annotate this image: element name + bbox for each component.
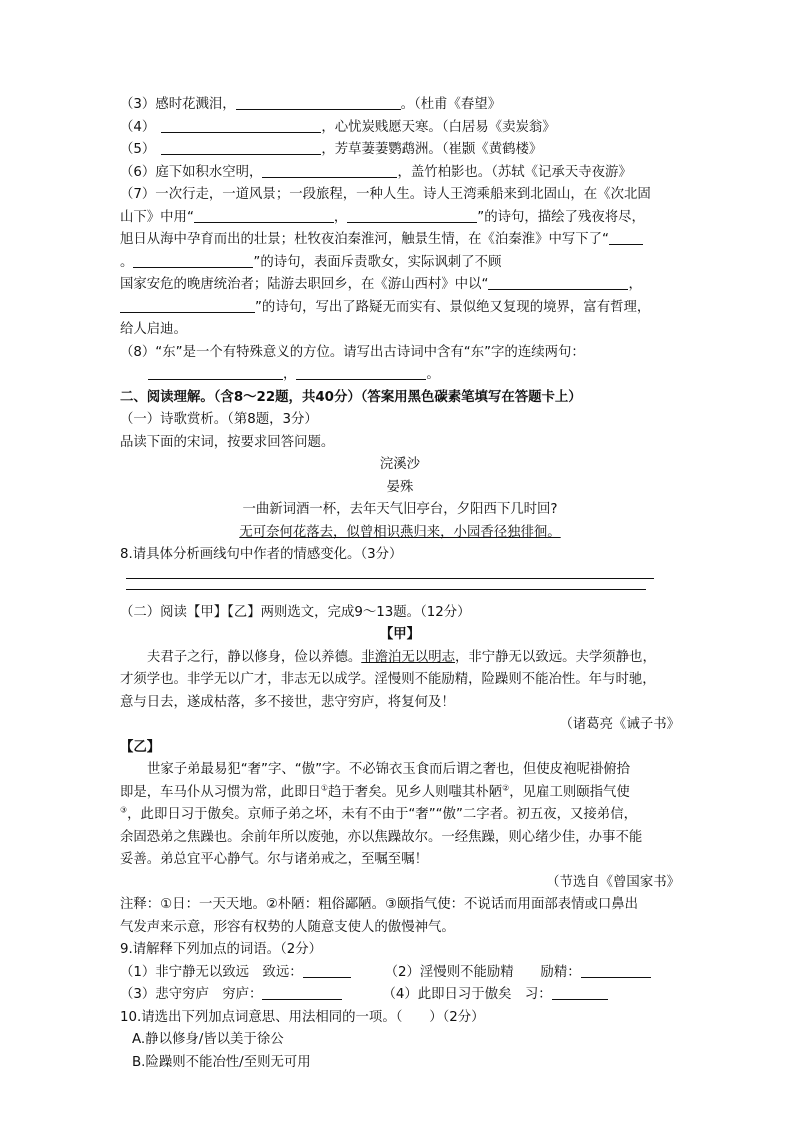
q5-blank[interactable] — [161, 140, 321, 155]
yi-para-line3 — [120, 804, 680, 827]
q5-number: （5） — [120, 142, 156, 157]
q8-answer-area[interactable] — [120, 567, 680, 590]
q4-blank[interactable] — [161, 118, 321, 133]
q7-comma: ， — [628, 277, 642, 292]
q7-blank-2[interactable] — [347, 208, 477, 223]
section-heading: 二、阅读理解。（含8～22题，共40分）（答案用黑色碳素笔填写在答题卡上） — [120, 389, 582, 405]
footnote-marker: ① — [320, 783, 329, 793]
q7-line4 — [120, 252, 680, 275]
jia-text: 夫君子之行，静以修身，俭以养德。 — [147, 649, 362, 665]
fill-q5 — [120, 139, 680, 162]
yi-para-line4: 余固恐弟之焦躁也。余前年所以废弛，亦以焦躁故尔。一经焦躁，则心绪少佳，办事不能 — [120, 829, 643, 845]
fill-q4 — [120, 117, 680, 140]
exam-page — [120, 94, 680, 1074]
footnote-marker: ② — [502, 783, 510, 793]
q9-blank-2[interactable] — [581, 963, 651, 978]
q8-blank-2[interactable] — [296, 365, 426, 380]
q7-text: ”的诗句，表面斥责歌女，实际讽刺了不顾 — [253, 254, 502, 270]
yi-text: 趋于奢矣。见乡人则嗤其朴陋 — [328, 784, 503, 800]
poem-author: 晏殊 — [386, 479, 414, 495]
q9-item-1: （1）非宁静无以致远 致远： — [120, 964, 303, 980]
q9-row1 — [120, 962, 680, 985]
q7-text: 旭日从海中孕育而出的壮景；杜牧夜泊秦淮河，触景生情，在《泊秦淮》中写下了“ — [120, 232, 609, 247]
q7-line3 — [120, 229, 680, 252]
q6-blank[interactable] — [262, 163, 397, 178]
q7-line2 — [120, 207, 680, 230]
footnote-marker: ③ — [120, 805, 128, 815]
q9-blank-1[interactable] — [303, 963, 351, 978]
q7-text: ”的诗句，写出了路疑无而实有、景似绝又复现的境界，富有哲理， — [255, 299, 651, 315]
q7-text: 山下》中用“ — [120, 209, 194, 225]
yi-para-line2 — [120, 782, 680, 805]
q7-line1: （7）一次行走，一道风景；一段旅程，一种人生。诗人王湾乘船来到北固山，在《次北固 — [120, 187, 651, 202]
q3-source: 。（杜甫《春望》 — [400, 97, 502, 112]
q9-stem: 9.请解释下列加点的词语。（2分） — [120, 942, 323, 957]
yi-source: （节选自《曾国家书》 — [546, 874, 680, 890]
q4-source: ，心忧炭贱愿天寒。（白居易《卖炭翁》 — [321, 119, 556, 135]
jia-underlined-phrase: 非澹泊无以明志 — [361, 649, 455, 665]
part1-title: （一）诗歌赏析。（第8题，3分） — [120, 412, 318, 427]
q7-line5 — [120, 274, 680, 297]
q5-source: ，芳草萋萋鹦鹉洲。（崔颢《黄鹤楼》 — [321, 142, 543, 157]
yi-label: 【乙】 — [120, 739, 161, 755]
q8-blank-1[interactable] — [148, 365, 283, 380]
jia-para-line2: 才须学也。非学无以广才，非志无以成学。淫慢则不能励精，险躁则不能冶性。年与时驰， — [120, 672, 656, 687]
q6-source: ，盖竹柏影也。（苏轼《记承天寺夜游》 — [397, 164, 632, 180]
note-line1: 注释：①日：一天天地。②朴陋：粗俗鄙陋。③颐指气使：不说话而用面部表情或口鼻出 — [120, 897, 639, 912]
q3-blank[interactable] — [236, 95, 401, 110]
poem-title: 浣溪沙 — [379, 457, 421, 472]
q8-period: 。 — [426, 367, 440, 382]
note-line2: 气发声来示意，形容有权势的人随意支使人的傲慢神气。 — [120, 919, 455, 935]
part2-title: （二）阅读【甲】【乙】两则选文，完成9～13题。（12分） — [120, 604, 471, 620]
q7-comma: ， — [333, 209, 348, 225]
q9-blank-3[interactable] — [262, 985, 342, 1000]
jia-label: 【甲】 — [379, 627, 421, 642]
q7-text: 。 — [120, 254, 134, 270]
q4-number: （4） — [120, 119, 156, 135]
q7-line6 — [120, 297, 680, 320]
q3-known-line: 感时花溅泪， — [155, 97, 236, 112]
q6-number: （6） — [120, 164, 156, 180]
q6-known-line: 庭下如积水空明， — [155, 164, 263, 180]
poem-line-2 — [120, 522, 680, 545]
q10-option-b[interactable]: B.险躁则不能冶性/至则无可用 — [132, 1054, 311, 1070]
q8-line2 — [120, 364, 680, 387]
q7-text: ”的诗句，描绘了残夜将尽， — [477, 209, 645, 225]
q8-line1: （8）“东”是一个有特殊意义的方位。请写出古诗词中含有“东”字的连续两句： — [120, 344, 585, 360]
q9-row2 — [120, 984, 680, 1007]
q7-text: 国家安危的晚唐统治者；陆游去职回乡，在《游山西村》中以“ — [120, 277, 489, 292]
fill-q3 — [120, 94, 680, 117]
q10-stem: 10.请选出下列加点词意思、用法相同的一项。（ ）（2分） — [120, 1009, 485, 1025]
yi-text: ，见雇工则颐指气使 — [509, 784, 630, 800]
q7-blank-3[interactable] — [609, 230, 643, 245]
jia-text: ，非宁静无以致远。夫学须静也， — [454, 649, 656, 665]
poem-line-1: 一曲新词酒一杯，去年天气旧亭台，夕阳西下几时回? — [242, 502, 558, 517]
q7-line7: 给人启迪。 — [120, 322, 187, 337]
yi-text: ，此即日习于傲矣。京师子弟之坏，未有不由于“奢”“傲”二字者。初五夜，又接弟信， — [127, 807, 637, 822]
yi-para-line1: 世家子弟最易犯“奢”字、“傲”字。不必锦衣玉食而后谓之奢也，但使皮袍呢褂俯拾 — [147, 762, 631, 777]
fill-q6 — [120, 162, 680, 185]
jia-source: （诸葛亮《诫子书》 — [559, 717, 680, 732]
jia-para-line3: 意与日去，遂成枯落，多不接世，悲守穷庐，将复何及！ — [120, 694, 455, 710]
q9-item-3: （3）悲守穷庐 穷庐： — [120, 987, 263, 1002]
yi-text: 即是，车马仆从习惯为常，此即日 — [120, 784, 321, 800]
q9-blank-4[interactable] — [552, 985, 608, 1000]
q7-blank-5[interactable] — [488, 275, 628, 290]
q7-blank-4[interactable] — [133, 253, 253, 268]
poem-underlined-line: 无可奈何花落去，似曾相识燕归来，小园香径独徘徊。 — [239, 524, 561, 540]
q8-question: 8.请具体分析画线句中作者的情感变化。（3分） — [120, 547, 403, 562]
q3-number: （3） — [120, 97, 156, 112]
q10-option-a[interactable]: A.静以修身/皆以美于徐公 — [132, 1032, 284, 1047]
q7-blank-1[interactable] — [194, 208, 334, 223]
answer-line[interactable] — [126, 589, 646, 590]
q7-blank-6[interactable] — [120, 298, 255, 313]
answer-line[interactable] — [126, 578, 654, 579]
part1-instruction: 品读下面的宋词，按要求回答问题。 — [120, 434, 335, 450]
q9-item-2: （2）淫慢则不能励精 励精： — [384, 964, 581, 980]
jia-para-line1 — [120, 647, 680, 670]
q8-comma: ， — [283, 367, 297, 382]
yi-para-line5: 妥善。弟总宜平心静气。尔与诸弟戒之，至嘱至嘱！ — [120, 852, 428, 867]
q9-item-4: （4）此即日习于傲矣 习： — [382, 987, 552, 1002]
